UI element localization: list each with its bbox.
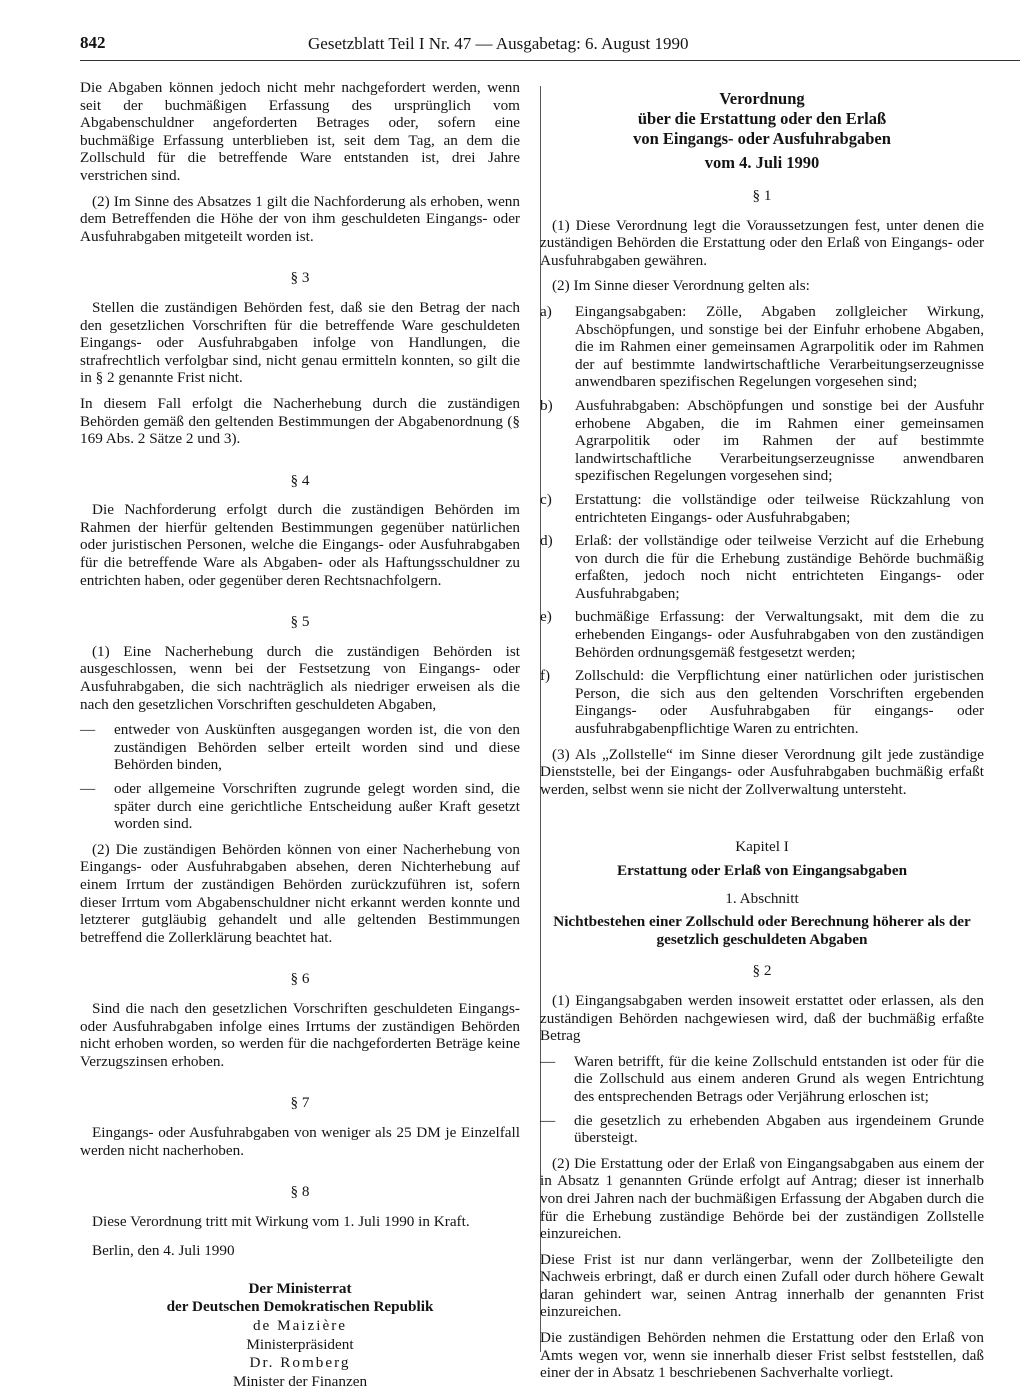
definition-list xyxy=(540,303,984,738)
paragraph: Eingangs- oder Ausfuhrabgaben von weniger als 25 DM je Einzelfall werden nicht nacherhoben. xyxy=(80,1123,520,1159)
dash-mark: — xyxy=(80,721,96,739)
signature-block xyxy=(80,1280,520,1391)
date-line: Berlin, den 4. Juli 1990 xyxy=(92,1242,235,1260)
list-item-text: Erlaß: der vollständige oder teilweise Verzicht auf die Erhebung von durch die für die Erhebung zuständige Behörde buchmäßig erfaßten, jedoch noch nicht entrichteten Eingangs- oder Ausfuhrabgaben; xyxy=(575,532,984,602)
signatory-body: Der Ministerrat xyxy=(248,1279,352,1297)
list-item xyxy=(540,1053,984,1106)
paragraph: (2) Die zuständigen Behörden können von einer Nacherhebung von Eingangs- oder Ausfuhrabgaben absehen, deren Nichterhebung auf einem Irrtum der zuständigen Behörden zurückzuführen ist, sofern dieser Irrtum vom Abgabenschuldner nicht erkannt werden konnte und letzterer gutgläubig gehandelt und alle geltenden Bestimmungen betreffend die Zollerklärung beachtet hat. xyxy=(80,840,520,946)
dash-mark: — xyxy=(540,1111,556,1129)
list-item xyxy=(540,397,984,485)
signatory-name: de Maizière xyxy=(252,1317,348,1335)
paragraph: (2) Im Sinne des Absatzes 1 gilt die Nachforderung als erhoben, wenn dem Betreffenden die Höhe der von ihm geschuldeten Eingangs- oder Ausfuhrabgaben mitgeteilt worden ist. xyxy=(80,192,520,245)
list-item xyxy=(80,721,520,774)
paragraph: (1) Eingangsabgaben werden insoweit erstattet oder erlassen, als den zuständigen Behörden nachgewiesen wird, daß der buchmäßig erfaßte Betrag xyxy=(540,991,984,1045)
paragraph: (3) Als „Zollstelle“ im Sinne dieser Verordnung gilt jede zuständige Dienststelle, bei der Eingangs- oder Ausfuhrabgaben buchmäßig erfaßt werden, selbst wenn sie nicht der Zollverwaltung untersteht. xyxy=(540,745,984,798)
dash-list xyxy=(540,1053,984,1147)
list-marker: a) xyxy=(540,302,552,320)
dash-mark: — xyxy=(80,780,96,797)
signatory-role: Ministerpräsident xyxy=(246,1335,354,1353)
paragraph: (1) Diese Verordnung legt die Voraussetzungen fest, unter denen die zuständigen Behörden die Erstattung oder den Erlaß von Eingangs- oder Ausfuhrabgaben gewähren. xyxy=(540,216,984,269)
list-item-text: buchmäßige Erfassung: der Verwaltungsakt, mit dem die zu erhebenden Eingangs- oder Ausfuhrabgaben von den zuständigen Behörden ordnungsgemäß festgesetzt werden; xyxy=(575,608,984,661)
list-item-text: Zollschuld: die Verpflichtung einer natürlichen oder juristischen Person, die sich aus den geltenden Vorschriften ergebenden Eingangs- oder Ausfuhrabgaben für eingangs- oder ausfuhrabgabenpflichtige Waren zu entrichten. xyxy=(575,667,984,738)
header-rule xyxy=(80,60,1020,61)
title-date: vom 4. Juli 1990 xyxy=(704,153,820,172)
list-item-text: oder allgemeine Vorschriften zugrunde gelegt worden sind, die später durch eine gerichtliche Entscheidung außer Kraft gesetzt worden sind. xyxy=(114,780,520,833)
paragraph: Diese Verordnung tritt mit Wirkung vom 1. Juli 1990 in Kraft. xyxy=(92,1212,470,1230)
list-item-text: entweder von Auskünften ausgegangen worden ist, die von den zuständigen Behörden selber erteilt worden sind und diese Behörden binden, xyxy=(114,721,520,774)
section-heading-4: § 4 xyxy=(290,471,310,489)
paragraph: (2) Die Erstattung oder der Erlaß von Eingangsabgaben aus einem der in Absatz 1 genannten Gründe erfolgt auf Antrag; dieser ist innerhalb von drei Jahren nach der buchmäßigen Erfassung der Abgaben durch die für die Erhebung zuständige Behörde bei der zuständigen Zollstelle einzureichen. xyxy=(540,1154,984,1243)
section-heading-7: § 7 xyxy=(290,1094,310,1112)
signatory-body: der Deutschen Demokratischen Republik xyxy=(166,1298,434,1316)
section-heading-1: § 1 xyxy=(752,187,772,204)
paragraph: (2) Im Sinne dieser Verordnung gelten als: xyxy=(552,277,810,295)
title-line: Verordnung xyxy=(719,89,805,108)
list-item xyxy=(540,608,984,661)
dash-list xyxy=(80,721,520,833)
list-item xyxy=(540,1112,984,1147)
list-item xyxy=(540,532,984,602)
paragraph: Stellen die zuständigen Behörden fest, daß sie den Betrag der nach den gesetzlichen Vorschriften für die betreffende Ware geschuldeten Eingangs- oder Ausfuhrabgaben infolge von Handlungen, die strafrechtlich verfolgbar sind, nicht genau ermitteln konnten, so gilt die in § 2 genannte Frist nicht. xyxy=(80,298,520,387)
list-marker: e) xyxy=(540,608,552,626)
list-marker: b) xyxy=(540,396,553,414)
paragraph: Die zuständigen Behörden nehmen die Erstattung oder den Erlaß von Amts wegen vor, wenn sie innerhalb dieser Frist selbst feststellen, daß einer der in Absatz 1 beschriebenen Sachverhalte vorliegt. xyxy=(540,1329,984,1382)
page-number: 842 xyxy=(80,33,106,52)
title-line: über die Erstattung oder den Erlaß xyxy=(637,109,887,128)
dash-mark: — xyxy=(540,1052,556,1070)
section-heading-6: § 6 xyxy=(290,970,310,988)
running-head: Gesetzblatt Teil I Nr. 47 — Ausgabetag: 6. August 1990 xyxy=(308,34,689,53)
chapter-title: Erstattung oder Erlaß von Eingangsabgaben xyxy=(616,862,908,879)
left-column xyxy=(80,79,520,1391)
list-item-text: die gesetzlich zu erhebenden Abgaben aus irgendeinem Grunde übersteigt. xyxy=(574,1111,984,1147)
section-heading-3: § 3 xyxy=(290,269,310,287)
list-item-text: Ausfuhrabgaben: Abschöpfungen und sonstige bei der Ausfuhr erhobene Abgaben, die im Rahmen einer gemeinsamen Agrarpolitik oder im Rahmen der auf bestimmte landwirtschaftliche Verarbeitungserzeugnisse anwendbaren spezifischen Regelungen vorgesehen sind; xyxy=(575,396,984,485)
list-marker: c) xyxy=(540,490,552,508)
right-column xyxy=(540,79,984,1390)
signatory-role: Minister der Finanzen xyxy=(232,1372,368,1390)
subsection-heading: 1. Abschnitt xyxy=(725,889,799,907)
list-item xyxy=(540,303,984,391)
section-heading-5: § 5 xyxy=(290,613,310,631)
regulation-title xyxy=(540,89,984,173)
section-heading-2: § 2 xyxy=(752,962,772,980)
paragraph: Sind die nach den gesetzlichen Vorschriften geschuldeten Eingangs- oder Ausfuhrabgaben infolge eines Irrtums der zuständigen Behörden nicht erhoben worden, so werden für die nachgeforderten Beträge keine Verzugszinsen erhoben. xyxy=(80,999,520,1070)
list-marker: d) xyxy=(540,532,553,550)
list-marker: f) xyxy=(540,667,551,685)
list-item-text: Erstattung: die vollständige oder teilweise Rückzahlung von entrichteten Eingangs- oder Ausfuhrabgaben; xyxy=(575,490,984,526)
subsection-title: Nichtbestehen einer Zollschuld oder Berechnung höherer als der gesetzlich geschuldeten Abgaben xyxy=(553,913,971,948)
list-item xyxy=(540,491,984,526)
paragraph: Die Abgaben können jedoch nicht mehr nachgefordert werden, wenn seit der buchmäßigen Erfassung des ursprünglich vom Abgabenschuldner angeforderten Betrages oder, sofern eine buchmäßige Erfassung unterblieben ist, seit dem Tag, an dem die Zollschuld für die betreffende Ware entstanden ist, drei Jahre verstrichen sind. xyxy=(80,79,520,184)
list-item xyxy=(80,780,520,833)
chapter-heading: Kapitel I xyxy=(735,838,789,856)
list-item-text: Eingangsabgaben: Zölle, Abgaben zollgleicher Wirkung, Abschöpfungen, und sonstige bei der Einfuhr erhobene Abgaben, die im Rahmen einer gemeinsamen Agrarpolitik oder im Rahmen der auf bestimmte landwirtschaftliche Verarbeitungserzeugnisse anwendbaren spezifischen Regelungen vorgesehen sind; xyxy=(575,302,984,391)
list-item-text: Waren betrifft, für die keine Zollschuld entstanden ist oder für die die Zollschuld aus einem anderen Grund als wegen Entrichtung des entsprechenden Betrags oder Verjährung erloschen ist; xyxy=(574,1052,984,1105)
paragraph: In diesem Fall erfolgt die Nacherhebung durch die zuständigen Behörden gemäß den geltenden Bestimmungen der Abgabenordnung (§ 169 Abs. 2 Sätze 2 und 3). xyxy=(80,394,520,448)
section-heading-8: § 8 xyxy=(290,1183,310,1201)
paragraph: (1) Eine Nacherhebung durch die zuständigen Behörden ist ausgeschlossen, wenn bei der Festsetzung von Eingangs- oder Ausfuhrabgaben, die sich nachträglich als niedriger erweisen als die nach den gesetzlichen Vorschriften geschuldeten Abgaben, xyxy=(80,642,520,713)
paragraph: Diese Frist ist nur dann verlängerbar, wenn der Zollbeteiligte den Nachweis erbringt, daß er durch einen Zufall oder durch höhere Gewalt daran gehindert war, seinen Antrag innerhalb der genannten Frist einzureichen. xyxy=(540,1250,984,1321)
signatory-name: Dr. Romberg xyxy=(249,1354,351,1372)
list-item xyxy=(540,667,984,737)
paragraph: Die Nachforderung erfolgt durch die zuständigen Behörden im Rahmen der hierfür geltenden Bestimmungen gegenüber natürlichen oder juristischen Personen, welche die Eingangs- oder Ausfuhrabgaben für die betreffende Ware als Abgaben- oder als Haftungsschuldner zu entrichten haben, oder gegenüber deren Rechtsnachfolgern. xyxy=(80,501,520,589)
title-line: von Eingangs- oder Ausfuhrabgaben xyxy=(633,129,891,148)
